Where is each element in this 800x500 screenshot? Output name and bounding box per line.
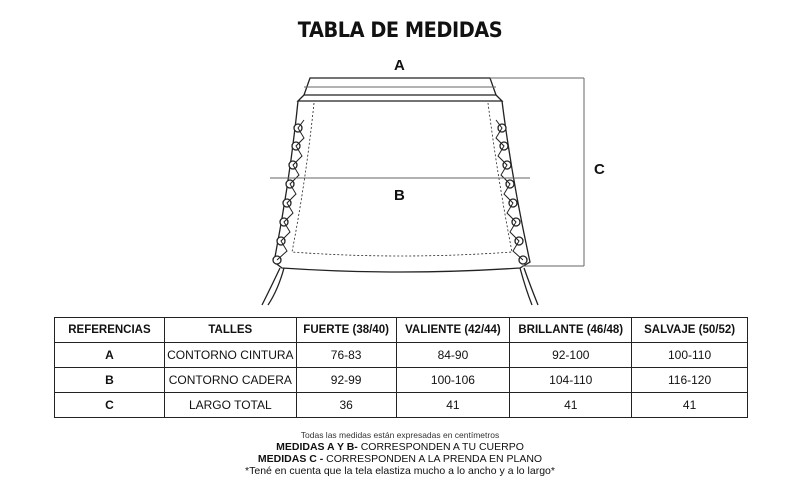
table-row	[55, 368, 748, 393]
table-cell: 84-90	[396, 343, 510, 368]
label-c: C	[594, 161, 605, 178]
column-header: VALIENTE (42/44)	[396, 318, 510, 343]
label-b: B	[394, 187, 405, 204]
table-cell: A	[55, 343, 165, 368]
footnote-ab-text: CORRESPONDEN A TU CUERPO	[357, 441, 524, 453]
table-cell: 41	[396, 393, 510, 418]
table-cell: 41	[510, 393, 632, 418]
table-row	[55, 343, 748, 368]
column-header: SALVAJE (50/52)	[632, 318, 748, 343]
table-cell: 104-110	[510, 368, 632, 393]
page-title: TABLA DE MEDIDAS	[297, 18, 503, 42]
footnote-c-label: MEDIDAS C -	[257, 453, 324, 465]
table-cell: 116-120	[632, 368, 748, 393]
measure-line-c	[490, 78, 584, 266]
table-cell: 41	[632, 393, 748, 418]
column-header: REFERENCIAS	[55, 318, 165, 343]
table-cell: CONTORNO CINTURA	[164, 343, 296, 368]
column-header: FUERTE (38/40)	[296, 318, 396, 343]
table-cell: 100-110	[632, 343, 748, 368]
footnote-c-text: CORRESPONDEN A LA PRENDA EN PLANO	[323, 453, 543, 465]
footnote-c	[0, 453, 800, 465]
table-cell: 36	[296, 393, 396, 418]
footnote-stretch: *Tené en cuenta que la tela elastiza mucho a lo ancho y a lo largo*	[245, 465, 555, 477]
column-header: TALLES	[164, 318, 296, 343]
size-table	[54, 317, 748, 418]
table-cell: 76-83	[296, 343, 396, 368]
table-cell: 92-99	[296, 368, 396, 393]
column-header: BRILLANTE (46/48)	[510, 318, 632, 343]
table-cell: CONTORNO CADERA	[164, 368, 296, 393]
table-header-row	[55, 318, 748, 343]
table-cell: 100-106	[396, 368, 510, 393]
table-cell: 92-100	[510, 343, 632, 368]
footnote-ab-label: MEDIDAS A Y B-	[276, 441, 358, 453]
table-cell: LARGO TOTAL	[164, 393, 296, 418]
footnote-ab	[0, 441, 800, 453]
footnote-units: Todas las medidas están expresadas en centímetros	[300, 430, 500, 440]
label-a: A	[394, 57, 405, 74]
table-row	[55, 393, 748, 418]
table-cell: B	[55, 368, 165, 393]
table-cell: C	[55, 393, 165, 418]
